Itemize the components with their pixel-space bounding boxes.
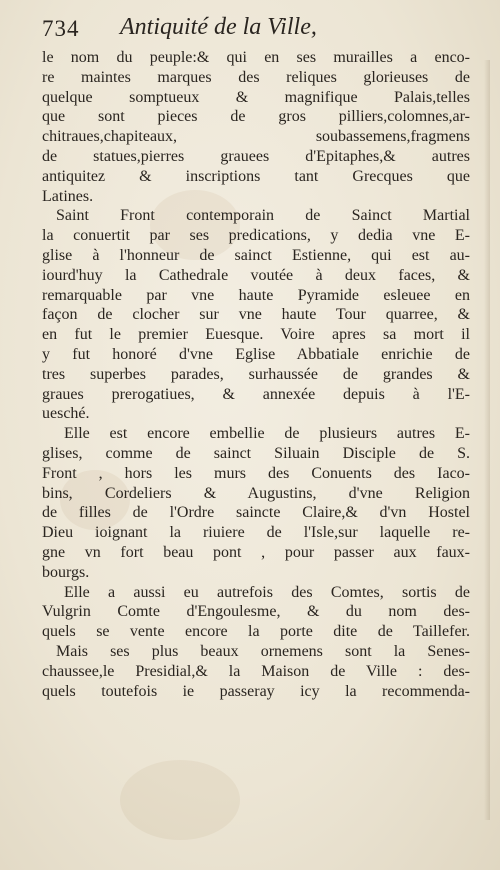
- text-line: remarquable par vne haute Pyramide esleuee en: [42, 286, 470, 304]
- text-line: bins, Cordeliers & Augustins, d'vne Religion: [42, 484, 470, 502]
- body-text: [42, 48, 470, 701]
- text-line: quels se vente encore la porte dite de Taillefer.: [42, 623, 470, 641]
- paragraph-start: Elle est encore embellie de plusieurs autres E-: [64, 425, 470, 443]
- text-line: quelque somptueux & magnifique Palais,telles: [42, 88, 470, 106]
- text-line: de filles de l'Ordre saincte Claire,& d'vn Hostel: [42, 504, 470, 522]
- text-line: graues prerogatiues, & annexée depuis à l'E-: [42, 385, 470, 403]
- text-line: que sont pieces de gros pilliers,colomnes,ar-: [42, 108, 470, 126]
- text-line: chitraues,chapiteaux, soubassemens,fragmens: [42, 128, 470, 146]
- running-title: Antiquité de la Ville,: [120, 14, 317, 40]
- paragraph-start: Mais ses plus beaux ornemens sont la Senes-: [56, 642, 470, 660]
- text-line: Vulgrin Comte d'Engoulesme, & du nom des-: [42, 603, 470, 621]
- text-line: chaussee,le Presidial,& la Maison de Ville : des-: [42, 662, 470, 680]
- text-line: y fut honoré d'vne Eglise Abbatiale enrichie de: [42, 345, 470, 363]
- text-line: re maintes marques des reliques glorieuses de: [42, 68, 470, 86]
- text-line: glise à l'honneur de sainct Estienne, qui est au-: [42, 246, 470, 264]
- text-line: façon de clocher sur vne haute Tour quarree, &: [42, 306, 470, 324]
- text-line: uesché.: [42, 405, 90, 423]
- text-line: le nom du peuple:& qui en ses murailles a enco-: [42, 49, 470, 66]
- text-line: gne vn fort beau pont , pour passer aux faux-: [42, 543, 470, 561]
- text-line: Dieu ioignant la riuiere de l'Isle,sur laquelle re-: [42, 524, 470, 542]
- page-number: 734: [42, 16, 80, 41]
- page-header: [42, 14, 472, 48]
- text-line: antiquitez & inscriptions tant Grecques que: [42, 167, 470, 185]
- text-line: Front , hors les murs des Conuents des Iaco-: [42, 464, 470, 482]
- text-line: tres superbes parades, surhaussée de grandes &: [42, 365, 470, 383]
- page-edge-shadow: [484, 60, 490, 820]
- text-line: de statues,pierres grauees d'Epitaphes,& autres: [42, 147, 470, 165]
- text-line: bourgs.: [42, 563, 90, 581]
- text-line: en fut le premier Euesque. Voire apres sa mort il: [42, 326, 470, 344]
- text-line: la conuertit par ses predications, y dedia vne E-: [42, 227, 470, 245]
- paragraph-start: Saint Front contemporain de Sainct Martial: [56, 207, 470, 225]
- text-line: iourd'huy la Cathedrale voutée à deux faces, &: [42, 266, 470, 284]
- paper-stain: [120, 760, 240, 840]
- paragraph-start: Elle a aussi eu autrefois des Comtes, sortis de: [64, 583, 470, 601]
- text-line: quels toutefois ie passeray icy la recommenda-: [42, 682, 470, 700]
- text-line: Latines.: [42, 187, 94, 205]
- text-line: glises, comme de sainct Siluain Disciple de S.: [42, 444, 470, 462]
